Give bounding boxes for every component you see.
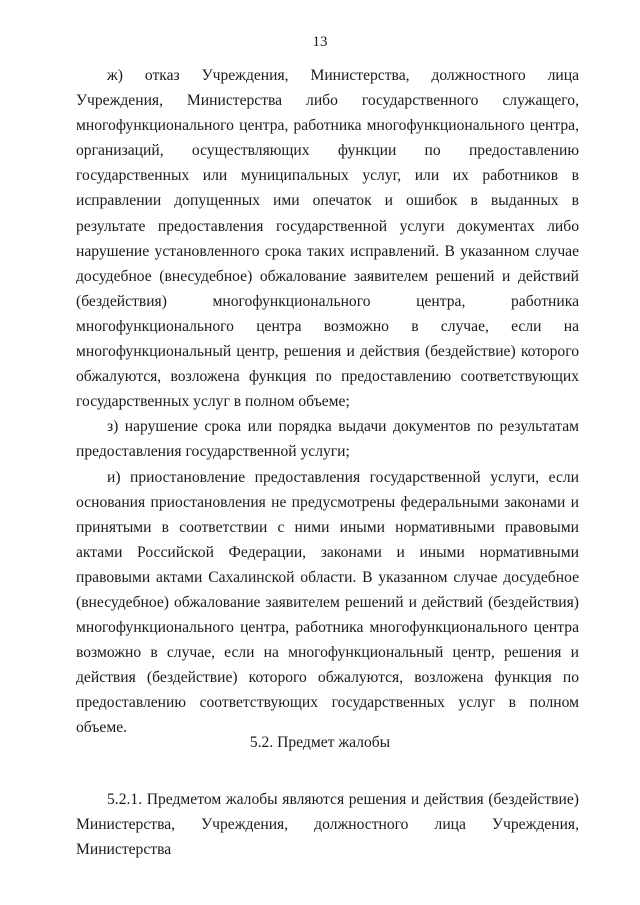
page-number: 13 — [312, 34, 328, 50]
paragraph-z: з) нарушение срока или порядка выдачи документов по результатам предоставления государственной услуги; — [76, 418, 579, 461]
paragraph-zh: ж) отказ Учреждения, Министерства, должностного лица Учреждения, Министерства либо государственного служащего, многофункционального центра, работника многофункционального центра, организаций, осуществляющих функции по предоставлению государственных или муниципальных услуг, или их работников в исправлении допущенных ими опечаток и ошибок в выданных в результате предоставления государственной услуги документах либо нарушение установленного срока таких исправлений. В указанном случае досудебное (внесудебное) обжалование заявителем решений и действий (бездействия) многофункционального центра, работника многофункционального центра возможно в случае, если на многофункциональный центр, решения и действия (бездействие) которого обжалуются, возложена функция по предоставлению соответствующих государственных услуг в полном объеме; — [76, 67, 579, 411]
section-body — [76, 787, 579, 862]
paragraph-5-2-1: 5.2.1. Предметом жалобы являются решения и действия (бездействие) Министерства, Учреждения, должностного лица Учреждения, Министерства — [76, 791, 579, 859]
paragraph-i: и) приостановление предоставления государственной услуги, если основания приостановления не предусмотрены федеральными законами и принятыми в соответствии с ними иными нормативными правовыми актами Российской Федерации, законами и иными нормативными правовыми актами Сахалинской области. В указанном случае досудебное (внесудебное) обжалование заявителем решений и действий (бездействия) многофункционального центра, работника многофункционального центра возможно в случае, если на многофункциональный центр, решения и действия (бездействие) которого обжалуются, возложена функция по предоставлению соответствующих государственных услуг в полном объеме. — [76, 468, 579, 737]
document-body — [76, 63, 579, 741]
section-heading: 5.2. Предмет жалобы — [249, 734, 391, 751]
